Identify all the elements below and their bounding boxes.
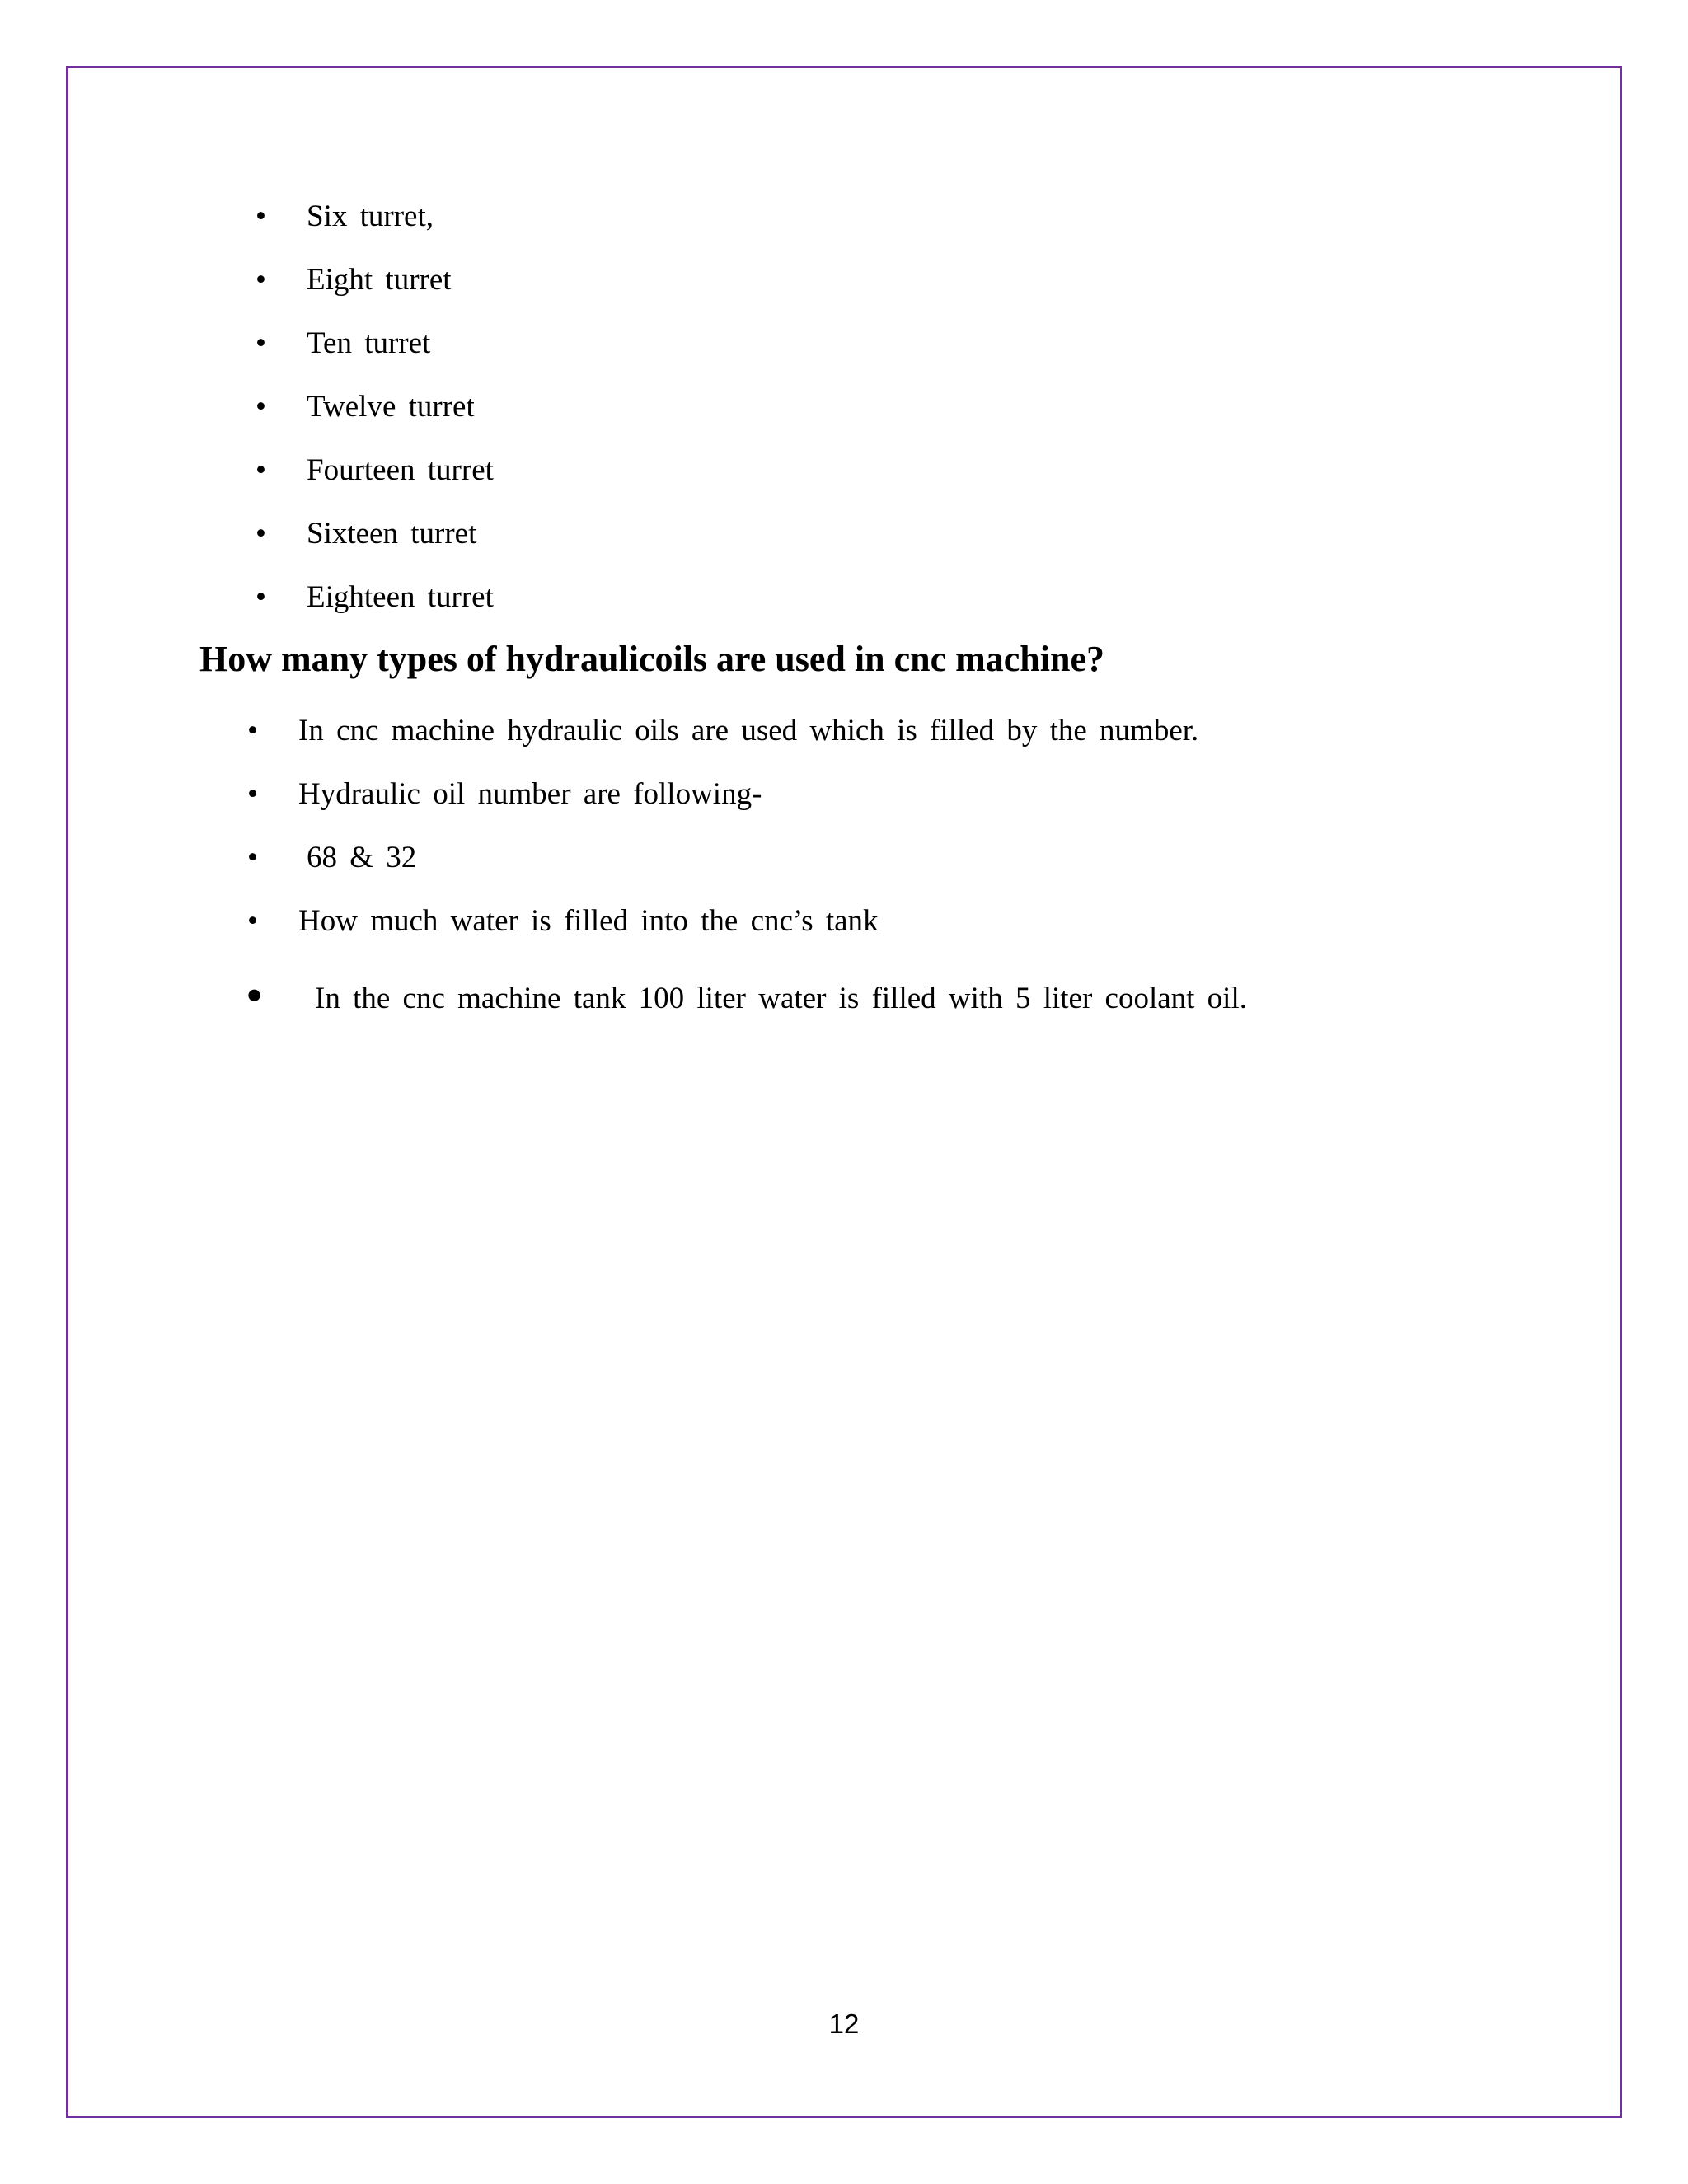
- list-item: [247, 251, 494, 315]
- bullet-icon: •: [247, 714, 258, 748]
- list-item: [239, 956, 1247, 1035]
- list-item-text: 68 & 32: [307, 841, 417, 874]
- list-item: [239, 893, 1247, 956]
- list-item-text: Six turret,: [307, 199, 434, 233]
- list-item-text: In the cnc machine tank 100 liter water is filled with 5 liter coolant oil.: [315, 982, 1247, 1015]
- bullet-icon: •: [256, 199, 266, 233]
- list-item: [239, 829, 1247, 893]
- list-item: [247, 188, 494, 251]
- list-item-text: Twelve turret: [307, 390, 475, 424]
- bullet-icon: •: [256, 263, 266, 297]
- list-item-text: In cnc machine hydraulic oils are used which is filled by the number.: [298, 714, 1199, 748]
- list-item-text: Hydraulic oil number are following-: [298, 777, 762, 811]
- list-item-text: Fourteen turret: [307, 453, 494, 487]
- bullet-icon: •: [256, 453, 266, 487]
- bullet-icon: •: [247, 777, 258, 811]
- bullet-icon: •: [256, 326, 266, 360]
- list-item-text: Sixteen turret: [307, 517, 477, 551]
- bullet-icon: •: [247, 841, 258, 874]
- section-heading: How many types of hydraulicoils are used in cnc machine?: [199, 639, 1105, 679]
- bullet-icon: •: [256, 580, 266, 614]
- bullet-icon: •: [256, 390, 266, 424]
- list-item: [247, 569, 494, 632]
- bullet-icon: •: [256, 517, 266, 551]
- list-item: [247, 505, 494, 569]
- list-item-text: How much water is filled into the cnc’s tank: [298, 904, 879, 938]
- list-item: [247, 378, 494, 442]
- list-item-text: Ten turret: [307, 326, 431, 360]
- list-item: [239, 766, 1247, 829]
- hydraulic-oil-list: [239, 702, 1247, 1035]
- bullet-icon: •: [247, 904, 258, 938]
- turret-list: [247, 188, 494, 632]
- list-item-text: Eight turret: [307, 263, 452, 297]
- list-item: [247, 315, 494, 378]
- list-item-text: Eighteen turret: [307, 580, 494, 614]
- list-item: [239, 702, 1247, 766]
- page-number: 12: [828, 2008, 860, 2039]
- bullet-icon: •: [246, 968, 264, 1023]
- list-item: [247, 442, 494, 505]
